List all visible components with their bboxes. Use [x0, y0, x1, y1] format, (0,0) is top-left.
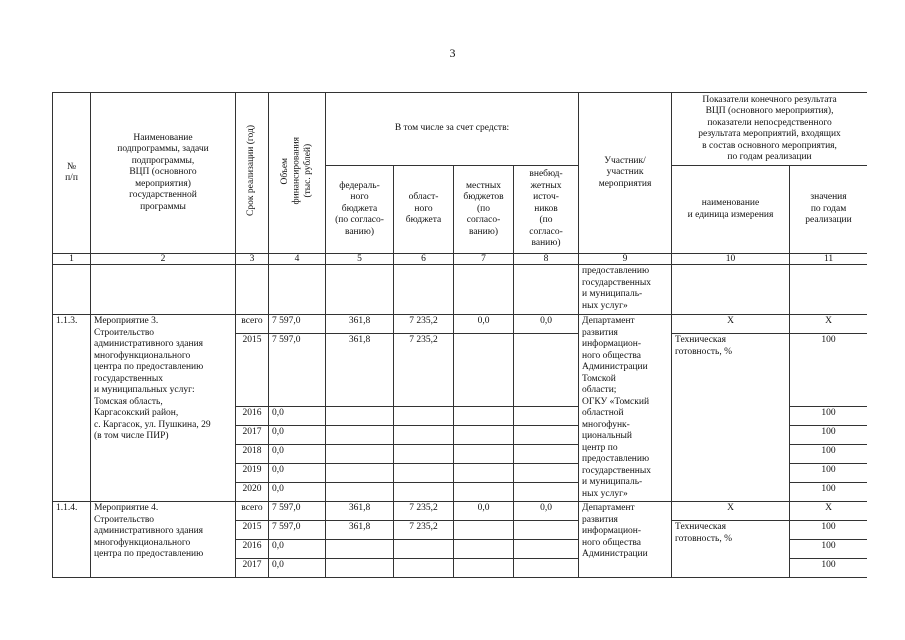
header-regional: област- ного бюджета [394, 166, 454, 254]
federal-cell [326, 407, 394, 426]
local-cell [454, 483, 514, 502]
federal-cell [326, 445, 394, 464]
regional-cell [394, 426, 454, 445]
program-table-wrapper [52, 92, 867, 582]
total-cell: 0,0 [269, 445, 326, 464]
total-cell: 7 597,0 [269, 334, 326, 407]
continuation-row [53, 265, 868, 315]
extrabudget-cell [514, 334, 579, 407]
indicator-value: 100 [790, 521, 867, 540]
table-row [53, 315, 868, 334]
regional-cell: 7 235,2 [394, 502, 454, 521]
federal-cell: 361,8 [326, 315, 394, 334]
year-cell: 2015 [236, 334, 269, 407]
column-number: 8 [514, 254, 579, 265]
extrabudget-cell [514, 464, 579, 483]
participant: Департамент развития информацион- ного общества Администрации [579, 502, 672, 578]
header-period [236, 93, 269, 254]
federal-cell: 361,8 [326, 502, 394, 521]
header-extrabudget: внебюд- жетных источ- ников (по согласо- ванию) [514, 166, 579, 254]
year-cell: 2016 [236, 540, 269, 559]
column-number: 5 [326, 254, 394, 265]
indicator-value: 100 [790, 334, 867, 407]
extrabudget-cell [514, 445, 579, 464]
indicator-value: 100 [790, 426, 867, 445]
header-period-text: Срок реализации (год) [246, 125, 257, 217]
header-num: № п/п [53, 93, 91, 254]
indicator-value: 100 [790, 483, 867, 502]
federal-cell [326, 426, 394, 445]
column-number: 3 [236, 254, 269, 265]
row-number: 1.1.4. [53, 502, 91, 578]
indicator-value: 100 [790, 559, 867, 578]
header-indicator-name: наименование и единица измерения [672, 166, 790, 254]
year-cell: всего [236, 315, 269, 334]
regional-cell: 7 235,2 [394, 521, 454, 540]
header-volume-text: Объем финансирования (тыс. рублей) [279, 136, 313, 205]
regional-cell [394, 445, 454, 464]
local-cell [454, 445, 514, 464]
indicator-x: Х [672, 502, 790, 521]
local-cell: 0,0 [454, 315, 514, 334]
federal-cell [326, 540, 394, 559]
regional-cell: 7 235,2 [394, 315, 454, 334]
regional-cell [394, 540, 454, 559]
header-name: Наименование подпрограммы, задачи подпрограммы, ВЦП (основного мероприятия) государственной программы [91, 93, 236, 254]
extrabudget-cell [514, 540, 579, 559]
federal-cell: 361,8 [326, 521, 394, 540]
total-cell: 0,0 [269, 464, 326, 483]
local-cell [454, 540, 514, 559]
federal-cell: 361,8 [326, 334, 394, 407]
header-federal: федераль- ного бюджета (по согласо- ванию) [326, 166, 394, 254]
year-cell: 2015 [236, 521, 269, 540]
total-cell: 0,0 [269, 426, 326, 445]
indicator-name: Техническая готовность, % [672, 334, 790, 502]
extrabudget-cell [514, 407, 579, 426]
year-cell: 2017 [236, 559, 269, 578]
indicator-name: Техническая готовность, % [672, 521, 790, 578]
table-row [53, 502, 868, 521]
regional-cell [394, 407, 454, 426]
year-cell: 2019 [236, 464, 269, 483]
year-cell: 2020 [236, 483, 269, 502]
column-number: 10 [672, 254, 790, 265]
regional-cell [394, 464, 454, 483]
column-numbers-row [53, 254, 868, 265]
indicator-value: 100 [790, 540, 867, 559]
column-number: 2 [91, 254, 236, 265]
extrabudget-cell [514, 521, 579, 540]
column-number: 6 [394, 254, 454, 265]
activity-name: Мероприятие 4. Строительство административного здания многофункционального центра по предоставлению [91, 502, 236, 578]
header-participant: Участник/ участник мероприятия [579, 93, 672, 254]
column-number: 4 [269, 254, 326, 265]
column-number: 9 [579, 254, 672, 265]
total-cell: 7 597,0 [269, 315, 326, 334]
participant: Департамент развития информацион- ного общества Администрации Томской области; ОГКУ «Томский областной многофунк- циональный центр по предоставлению государственных и муниципаль- ных услуг» [579, 315, 672, 502]
indicator-value: 100 [790, 445, 867, 464]
local-cell [454, 407, 514, 426]
total-cell: 0,0 [269, 407, 326, 426]
year-cell: 2018 [236, 445, 269, 464]
extrabudget-cell [514, 559, 579, 578]
local-cell: 0,0 [454, 502, 514, 521]
total-cell: 7 597,0 [269, 521, 326, 540]
extrabudget-cell: 0,0 [514, 502, 579, 521]
column-number: 11 [790, 254, 867, 265]
total-cell: 7 597,0 [269, 502, 326, 521]
extrabudget-cell: 0,0 [514, 315, 579, 334]
extrabudget-cell [514, 426, 579, 445]
row-number: 1.1.3. [53, 315, 91, 502]
indicator-value: Х [790, 315, 867, 334]
regional-cell [394, 559, 454, 578]
local-cell [454, 334, 514, 407]
total-cell: 0,0 [269, 559, 326, 578]
federal-cell [326, 464, 394, 483]
indicator-value: Х [790, 502, 867, 521]
total-cell: 0,0 [269, 540, 326, 559]
regional-cell [394, 483, 454, 502]
federal-cell [326, 559, 394, 578]
year-cell: всего [236, 502, 269, 521]
regional-cell: 7 235,2 [394, 334, 454, 407]
activity-name: Мероприятие 3. Строительство административного здания многофункционального центра по предоставлению государственных и муниципальных услуг: Томская область, Каргасокский район, с. Каргасок, ул. Пушкина, 29 (в том числе ПИР) [91, 315, 236, 502]
continuation-participant: предоставлению государственных и муниципаль- ных услуг» [579, 265, 672, 315]
local-cell [454, 426, 514, 445]
year-cell: 2016 [236, 407, 269, 426]
header-results-group: Показатели конечного результата ВЦП (основного мероприятия), показатели непосредственного результата мероприятий, входящих в состав основного мероприятия, по годам реализации [672, 93, 867, 166]
local-cell [454, 521, 514, 540]
header-sources-group: В том числе за счет средств: [326, 93, 579, 166]
federal-cell [326, 483, 394, 502]
column-number: 7 [454, 254, 514, 265]
extrabudget-cell [514, 483, 579, 502]
column-number: 1 [53, 254, 91, 265]
header-volume [269, 93, 326, 254]
page-number: 3 [449, 46, 456, 60]
local-cell [454, 464, 514, 483]
indicator-value: 100 [790, 407, 867, 426]
total-cell: 0,0 [269, 483, 326, 502]
program-table [52, 92, 867, 578]
indicator-x: Х [672, 315, 790, 334]
local-cell [454, 559, 514, 578]
header-indicator-values: значения по годам реализации [790, 166, 867, 254]
year-cell: 2017 [236, 426, 269, 445]
header-local: местных бюджетов (по согласо- ванию) [454, 166, 514, 254]
indicator-value: 100 [790, 464, 867, 483]
